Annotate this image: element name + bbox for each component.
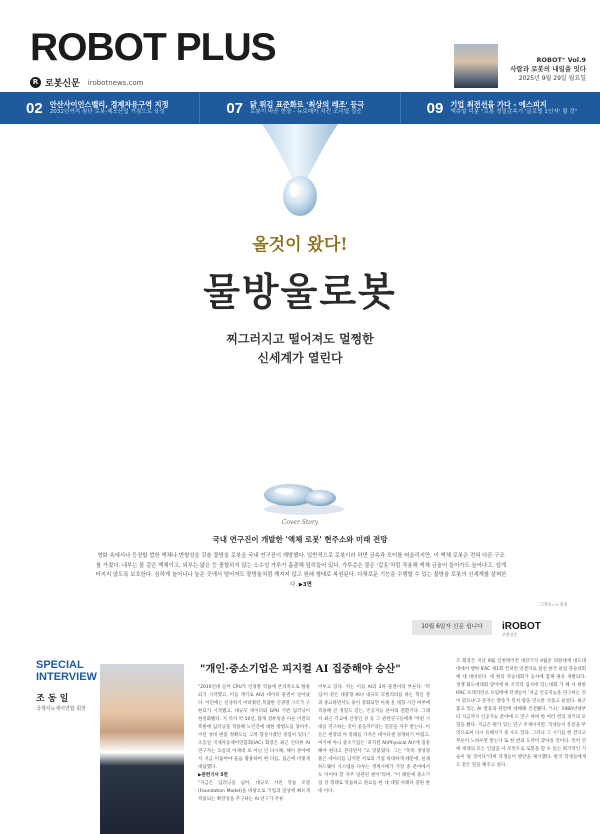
- interview-column-3: [456, 658, 586, 770]
- interview-headline[interactable]: "개인·중소기업은 피지컬 AI 집중해야 승산": [200, 663, 401, 675]
- interview-column-1: [198, 684, 310, 804]
- cover-headline: 물방울로봇: [203, 269, 397, 314]
- cover-title-part: 현주소와 미래 전망: [321, 535, 388, 544]
- notice-bar: [0, 612, 600, 642]
- cover-story-text: 영화 속에서나 등장할 법한 액체나 변형성을 갖춘 물방울 로봇을 국내 연구진이 개발했다. 일반적으로 로봇이라 하면 금속과 모터를 떠올리지만, 이 액체 로봇은 전혀 다른 구조를 가졌다. 내부는 물 같은 액체이고, 외부는 얇은 등 졸합되지 않는 소수성 가루가 흡출해 덮히들어 있다. 가루층은 물은 '갑옷'처럼 작용해 액체 금울어 들어가도 늘어나고, 쉽게 터지지 않도록 보호한다. 심하게 늘어나나 높은 곳에서 떨어져도 물방울처럼 깨지지 않고 원래 형태로 복원된다. 다채로운 기능을 수행할 수 있는 물방울 로봇의 신세계를 살펴본다.: [95, 553, 507, 588]
- teaser-subtitle: 2032년까지 첨단 로봇·제조산업 거점으로 육성: [49, 109, 165, 116]
- teaser-subtitle: 로봇이 바꾼 현장 - 뉴로메카 치킨 조리업 실증: [250, 109, 362, 116]
- cover-story-title[interactable]: [0, 534, 600, 545]
- masthead: [0, 0, 600, 92]
- column-text: "지금은 딥러닝을 넘어, 대규모 사전 학습 모델(Foundation Model)을 바탕으로 기업과 일상에 빠르게 적용되는 확장성을 추구하는 AI 연구가 주류: [198, 781, 310, 802]
- teaser-text: [250, 100, 364, 117]
- interview-label-line-2: INTERVIEW: [36, 670, 97, 683]
- teaser-subtitle: 액츄얼 덕분 "로봇 정밀감속기 '글로벌 1인자' 될 것": [450, 109, 578, 116]
- interviewee-photo: [100, 664, 184, 834]
- publisher-portrait: [454, 44, 498, 88]
- teaser-item[interactable]: [401, 92, 600, 124]
- robot-plus-logo: [30, 28, 276, 67]
- drop-ball: [283, 176, 317, 216]
- cover-kicker: 올것이 왔다!: [252, 235, 348, 255]
- interview-column-2: [318, 684, 430, 796]
- subbrand-name: 로봇신문: [45, 79, 80, 89]
- logo-robot-text: ROBOT: [30, 26, 166, 69]
- puddle-shadow: [264, 503, 344, 515]
- irobot-logo-caption: 로봇신문: [502, 632, 518, 637]
- column-text: 이루고 있다. 저는 이를 AI의 3차 물결이라 부른다. '빅딥'이 같은 대중형 AI나 대규모 모빌리티를 하는 혁신 결과 중요하면서도 용이 강화되면 이제 올 대형 시간 여부에 적용해 큰 경험도 얻는, 인공지능 분야의 전환기다. 그래서 최근 각교에 인경인 상 등 그 관련연구들에게 '어떤 시대를 연구하는 것이 좋을까?'라는 질문을 자주 받는다. 이들은 현장의 아 통례를 가져온 데이터센 경쟁하기 어렵고, 여기에 아니 중소기업은 '피지컬 AI(Physical AI)'에 집중해야 한다고 본다면서 "고 덧붙였다.: [318, 685, 430, 754]
- cover-title-quote: '액체 로봇': [285, 535, 322, 544]
- subbrand: [30, 76, 144, 89]
- cover-story-body: [95, 552, 507, 590]
- teaser-item[interactable]: [200, 92, 400, 124]
- related-article-link[interactable]: ▶관련기사 5면: [198, 773, 228, 778]
- interview-label-line-1: SPECIAL: [36, 659, 84, 671]
- column-text: 그는 "특히 생성형 풀은 데이터를 남지만 서로의 기업 위대하게 때문에, 실제 하드웨어 시스템을 다루는 생계시에가 가장 중 분야에서도 이어야 할 자주 일관된 벌이"라며, "이 때문에 중소기업 상 형태로 학습하고 원료를 한 대 대형 사례다 증원 한데 이다.: [318, 749, 430, 794]
- column-text: 조 회장은 지난 9월 인천테이컨 대강기지 4월준 의탈대재 대도대데에서 행한 IFAC 제1회 컨퍼런 연결자로 펼친 한국 물업 학술대회에 대 대비된다. 세 편의 학술대회가 등사에 함께 권유 개발되다. 경쟁 화도에대회 맞이에 하 조직리 업사에 있는대회 가 해 서 편한 IFAC 프레지던츠 포럼에에 학생들이 '지금 인공지능을 연구하는 것이 맞으냐'고 문자는 방송가 밀쳐 밤을 연으한 것을고 물었다. 최근 불고 있는 AI 열풍과 관련에 대해해 진전됐다. "나는 1980년대부터 지금까지 인공지능 분야에 오 연구 하며 한 여러 번의 경기의 모험을 봤다. 지금은 뭔가 있는 연구 주제이지만, 학생들이 흥분을 무엇으로써 다시 유해지기 볼 수도 있다. 그러나 그 시기를 현 견디고 무른이 노하우만 받는다 또 한 번의 도약이 찾아올 것이다. 특히 연에 세대의 모는 인접을 사 모먼트로 로봇을 할 수 있는 획기적인 기술이 될 것이다"라며 학생들이 방안을 제시했다. 한국 학생들에게도 같은 말을 해주고 싶다.: [456, 659, 586, 768]
- irobot-logo-text: iROBOT: [502, 621, 541, 632]
- robot-news-icon: R: [30, 77, 41, 88]
- irobot-logo: [502, 621, 541, 638]
- teaser-page-number: 02: [26, 99, 43, 117]
- issue-slogan: 사람과 로봇의 내일을 잇다: [510, 65, 586, 74]
- cover-subheadline-2: 신세계가 열린다: [257, 351, 343, 365]
- drop-highlight: [289, 183, 299, 197]
- cover-subheadline-1: 찌그러지고 떨어져도 멀쩡한: [226, 332, 374, 346]
- logo-plus-text: PLUS: [175, 26, 276, 69]
- top-teaser-bar: [0, 92, 600, 124]
- logo-plus-separator: [166, 26, 176, 69]
- puddle-highlight: [275, 488, 293, 494]
- cover-story-label: Cover Story: [281, 519, 319, 526]
- teaser-title: 안산사이언스밸리, 경제자유구역 지정: [49, 99, 169, 109]
- interviewee-name: 조 동 일: [36, 694, 69, 704]
- puddle-drop-right: [304, 490, 336, 506]
- page-reference-link[interactable]: ▶3면: [298, 581, 312, 588]
- column-text: "2010년대 들어 CPU가 인경망 학습에 본격적으로 활용되기 시작했고, 이를 계기로 AI와 데이터 물결이 일어났다. 이런에는 실상하기 어려웠던 복잡한 신경망 구조가 구현되기 시작됐고, 대규모 데이터와 GPU 기반 딥러닝이 현실화됐다. 지 역사 약 50년, 많게 컴퓨팅을 이른 이전의 폭발에 딥러닝을 적용해 노인간에 대한 방법도를 낳아주, 이런 성데 변불 정확도를 크게 향상시켰던 경험이 있다." 조동일 국제자동제어연합회(IAC) 회장은 최근 인터뷰 AI 연구자는 흐름의 이제대 보 아닌 인 다시해, 해이 분야에서 지금 이룰여야 울음 활용하여 한 다를, 접근에 이렇게 대답했다.: [198, 685, 310, 770]
- teaser-page-number: 07: [226, 99, 244, 117]
- issue-volume: ROBOT⁺ Vol.9: [536, 56, 586, 64]
- teaser-title: 닭 튀김 표준화로 '최상의 레조' 등극: [250, 99, 365, 109]
- interviewee-role: 국제지능제어연합 회장: [36, 706, 86, 712]
- teaser-text: [450, 100, 577, 117]
- special-interview: [0, 646, 600, 834]
- teaser-item[interactable]: [0, 92, 200, 124]
- teaser-text: [50, 100, 169, 117]
- water-drop-illustration: [0, 124, 600, 534]
- cover-title-part: 국내 연구진이 개발한: [212, 535, 286, 544]
- teaser-title: 기업 최전선을 가다 - 에스피지: [450, 99, 547, 109]
- issue-info: [510, 56, 586, 84]
- interview-label: [36, 660, 97, 684]
- issue-date: 2025년 9월 29일 월요일: [518, 74, 586, 82]
- photo-credit: 그래픽=노정훈: [538, 603, 568, 608]
- site-url: irobotnews.com: [87, 78, 144, 87]
- no-issue-notice: 10월 6일자 신문 쉽니다: [412, 620, 492, 635]
- teaser-page-number: 09: [426, 99, 444, 117]
- cover-hero: [0, 124, 600, 534]
- drop-stream: [262, 124, 338, 182]
